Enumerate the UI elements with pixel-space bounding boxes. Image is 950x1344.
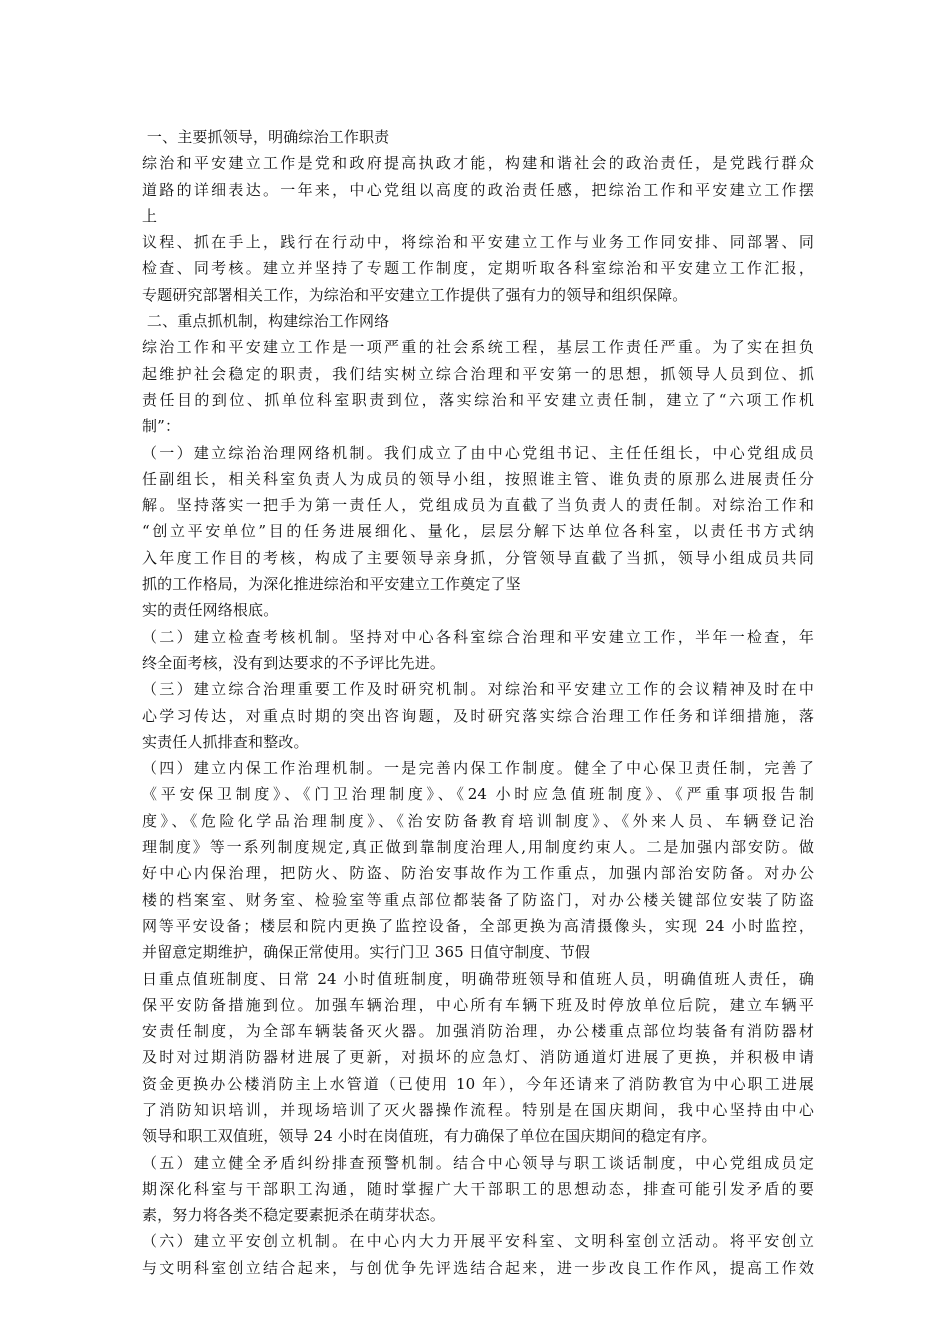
paragraph-line: 度》、《危险化学品治理制度》、《治安防备教育培训制度》、《外来人员、车辆登记治 xyxy=(142,811,814,830)
document-body xyxy=(142,124,814,1281)
section-heading: 一、主要抓领导，明确综治工作职责 xyxy=(142,128,390,146)
paragraph-line: 楼的档案室、财务室、检验室等重点部位都装备了防盗门，对办公楼关键部位安装了防盗 xyxy=(142,890,814,909)
paragraph-line: 网等平安设备；楼层和院内更换了监控设备，全部更换为高清摄像头，实现 24 小时监控， xyxy=(142,916,814,935)
paragraph-line: 解。坚持落实一把手为第一责任人，党组成员为直截了当负责人的责任制。对综治工作和 xyxy=(142,496,814,515)
paragraph-line: 实的责任网络根底。 xyxy=(142,601,279,620)
paragraph-line: 责任目的到位、抓单位科室职责到位，落实综治和平安建立责任制，建立了“六项工作机 xyxy=(142,390,814,409)
paragraph-line: 心学习传达，对重点时期的突出咨询题，及时研究落实综合治理工作任务和详细措施，落 xyxy=(142,706,814,725)
paragraph-line: （一）建立综治治理网络机制。我们成立了由中心党组书记、主任任组长，中心党组成员 xyxy=(142,443,814,462)
paragraph-line: 抓的工作格局，为深化推进综治和平安建立工作奠定了坚 xyxy=(142,575,521,594)
paragraph-line: 《平安保卫制度》、《门卫治理制度》、《24 小时应急值班制度》、《严重事项报告制 xyxy=(142,785,814,804)
paragraph-line: 综治和平安建立工作是党和政府提高执政才能，构建和谐社会的政治责任，是党践行群众 xyxy=(142,154,814,173)
paragraph-line: 制”： xyxy=(142,417,181,436)
paragraph-line: （六）建立平安创立机制。在中心内大力开展平安科室、文明科室创立活动。将平安创立 xyxy=(142,1232,814,1251)
paragraph-line: （三）建立综合治理重要工作及时研究机制。对综治和平安建立工作的会议精神及时在中 xyxy=(142,680,814,699)
paragraph-line: 资金更换办公楼消防主上水管道（已使用 10 年），今年还请来了消防教官为中心职工进展 xyxy=(142,1074,814,1093)
paragraph-line: 任副组长，相关科室负责人为成员的领导小组，按照谁主管、谁负责的原那么进展责任分 xyxy=(142,469,814,488)
paragraph-line: 并留意定期维护，确保正常使用。实行门卫 365 日值守制度、节假 xyxy=(142,943,590,962)
paragraph-line: 及时对过期消防器材进展了更新，对损坏的应急灯、消防通道灯进展了更换，并积极申请 xyxy=(142,1048,814,1067)
paragraph-line: “创立平安单位”目的任务进展细化、量化，层层分解下达单位各科室，以责任书方式纳 xyxy=(142,522,814,541)
paragraph-line: 议程、抓在手上，践行在行动中，将综治和平安建立工作与业务工作同安排、同部署、同 xyxy=(142,233,814,252)
paragraph-line: 专题研究部署相关工作，为综治和平安建立工作提供了强有力的领导和组织保障。 xyxy=(142,285,688,304)
paragraph-line: （五）建立健全矛盾纠纷排查预警机制。结合中心领导与职工谈话制度，中心党组成员定 xyxy=(142,1153,814,1172)
paragraph-line: 领导和职工双值班，领导 24 小时在岗值班，有力确保了单位在国庆期间的稳定有序。 xyxy=(142,1127,717,1146)
paragraph-line: 理制度》等一系列制度规定,真正做到靠制度治理人,用制度约束人。二是加强内部安防。做 xyxy=(142,838,814,857)
paragraph-line: 了消防知识培训，并现场培训了灭火器操作流程。特别是在国庆期间，我中心坚持由中心 xyxy=(142,1100,814,1119)
paragraph-line: （四）建立内保工作治理机制。一是完善内保工作制度。健全了中心保卫责任制，完善了 xyxy=(142,759,814,778)
paragraph-line: 安责任制度，为全部车辆装备灭火器。加强消防治理，办公楼重点部位均装备有消防器材 xyxy=(142,1022,814,1041)
paragraph-line: 道路的详细表达。一年来，中心党组以高度的政治责任感，把综治工作和平安建立工作摆 xyxy=(142,180,814,199)
paragraph-line: （二）建立检查考核机制。坚持对中心各科室综合治理和平安建立工作，半年一检查，年 xyxy=(142,627,814,646)
paragraph-line: 期深化科室与干部职工沟通，随时掌握广大干部职工的思想动态，排查可能引发矛盾的要 xyxy=(142,1179,814,1198)
paragraph-line: 实责任人抓排查和整改。 xyxy=(142,732,309,751)
paragraph-line: 检查、同考核。建立并坚持了专题工作制度，定期听取各科室综治和平安建立工作汇报， xyxy=(142,259,814,278)
paragraph-line: 入年度工作目的考核，构成了主要领导亲身抓，分管领导直截了当抓，领导小组成员共同 xyxy=(142,548,814,567)
paragraph-line: 好中心内保治理，把防火、防盗、防治安事故作为工作重点，加强内部治安防备。对办公 xyxy=(142,864,814,883)
paragraph-line: 综治工作和平安建立工作是一项严重的社会系统工程，基层工作责任严重。为了实在担负 xyxy=(142,338,814,357)
section-heading: 二、重点抓机制，构建综治工作网络 xyxy=(142,312,390,331)
paragraph-line: 起维护社会稳定的职责，我们结实树立综合治理和平安第一的思想，抓领导人员到位、抓 xyxy=(142,364,814,383)
paragraph-line: 保平安防备措施到位。加强车辆治理，中心所有车辆下班及时停放单位后院，建立车辆平 xyxy=(142,995,814,1014)
paragraph-line: 上 xyxy=(142,206,158,225)
paragraph-line: 日重点值班制度、日常 24 小时值班制度，明确带班领导和值班人员，明确值班人责任，确 xyxy=(142,969,814,988)
paragraph-line: 与文明科室创立结合起来，与创优争先评选结合起来，进一步改良工作作风，提高工作效 xyxy=(142,1258,814,1277)
paragraph-line: 素，努力将各类不稳定要素扼杀在萌芽状态。 xyxy=(142,1206,446,1225)
paragraph-line: 终全面考核，没有到达要求的不予评比先进。 xyxy=(142,653,446,672)
